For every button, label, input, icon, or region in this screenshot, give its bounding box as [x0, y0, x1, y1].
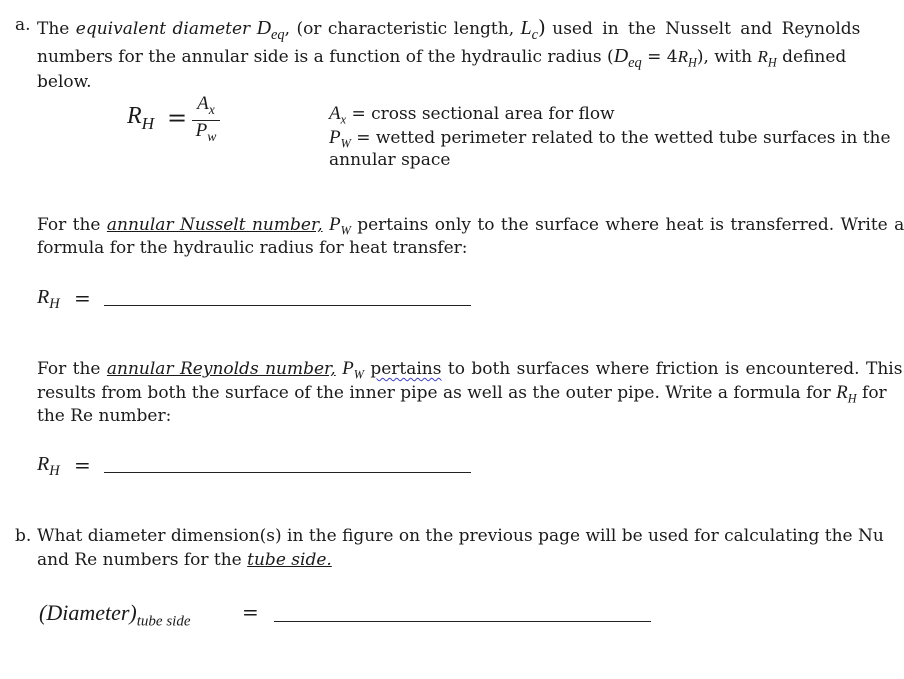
tube-side-answer-blank[interactable]	[274, 621, 651, 622]
reynolds-answer-lhs: $R_H$	[37, 453, 60, 479]
part-b-line-2: and Re numbers for the tube side.	[37, 550, 332, 570]
nusselt-answer-blank[interactable]	[104, 305, 471, 306]
nusselt-line-1: For the annular Nusselt number, $P_W$ pertains only to the surface where heat is transferred. Write a	[37, 214, 904, 238]
part-a-label: a.	[15, 15, 31, 35]
annular-nusselt-term: annular Nusselt number,	[106, 215, 323, 235]
nusselt-line-2: formula for the hydraulic radius for heat transfer:	[37, 238, 468, 258]
intro-line-1: The equivalent diameter $D_{eq}$, (or characteristic length, $L_c$) used in the Nusselt and Reynolds	[37, 15, 861, 43]
reynolds-answer-blank[interactable]	[104, 472, 471, 473]
pw-definition-cont: annular space	[329, 150, 451, 170]
term-equivalent-diameter: equivalent diameter	[75, 19, 251, 39]
spellcheck-flagged-word: pertains	[370, 359, 442, 379]
hydraulic-radius-lhs: $R_H$	[127, 103, 155, 133]
reynolds-line-1: For the annular Reynolds number, $P_W$ pertains to both surfaces where friction is encountered. This	[37, 358, 903, 382]
fraction-numerator: $A_x$	[197, 93, 215, 117]
intro-line-3: below.	[37, 72, 92, 92]
nusselt-answer-equals: =	[74, 286, 91, 310]
annular-reynolds-term: annular Reynolds number,	[106, 359, 336, 379]
reynolds-line-2: results from both the surface of the inner pipe as well as the outer pipe. Write a formula for $R_H$ for	[37, 382, 887, 406]
intro-line-2: numbers for the annular side is a function of the hydraulic radius $(D_{eq} = 4R_H)$, with $R_H$ defined	[37, 45, 847, 71]
ax-definition: $A_x$ = cross sectional area for flow	[329, 103, 615, 127]
part-b-label: b.	[15, 526, 32, 546]
tube-side-answer-lhs: $(Diameter)_{tube side}$	[39, 600, 191, 630]
definition-equals: =	[167, 104, 188, 132]
nusselt-answer-lhs: $R_H$	[37, 286, 60, 312]
fraction-denominator: $P_w$	[195, 120, 217, 144]
part-b-line-1: What diameter dimension(s) in the figure on the previous page will be used for calculating the Nu	[37, 526, 884, 546]
pw-definition: $P_W$ = wetted perimeter related to the wetted tube surfaces in the	[329, 127, 891, 151]
reynolds-line-3: the Re number:	[37, 406, 172, 426]
reynolds-answer-equals: =	[74, 453, 91, 477]
tube-side-answer-equals: =	[242, 600, 259, 624]
tube-side-term: tube side.	[247, 550, 332, 570]
